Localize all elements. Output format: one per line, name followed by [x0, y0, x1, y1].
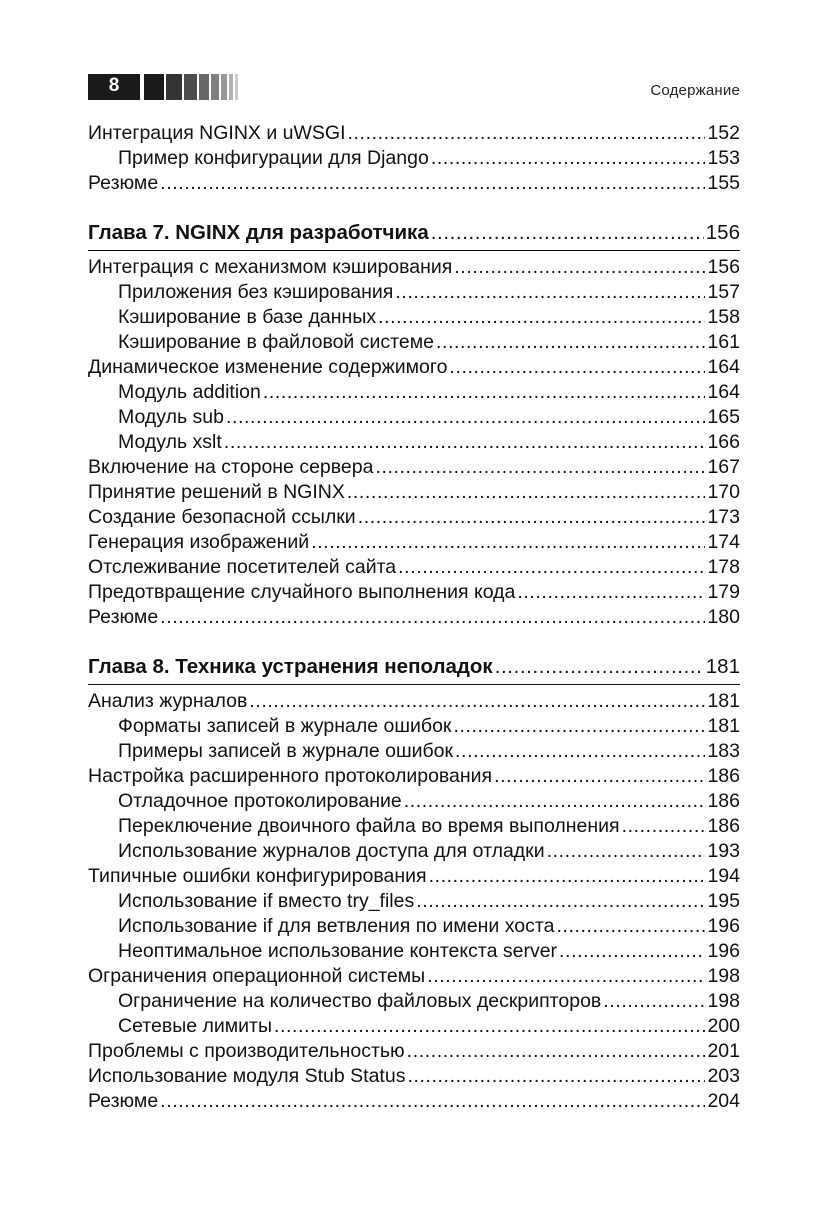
toc-entry[interactable]	[88, 814, 740, 839]
toc-entry-page: 170	[707, 481, 740, 503]
toc-entry-title: Ограничение на количество файловых дескрипторов	[118, 990, 602, 1012]
toc-entry[interactable]	[88, 555, 740, 580]
dot-leader	[431, 218, 704, 248]
dot-leader	[495, 652, 704, 682]
toc-entry[interactable]	[88, 305, 740, 330]
dot-leader	[449, 355, 705, 380]
toc-entry-title: Предотвращение случайного выполнения кода	[88, 581, 516, 603]
dot-leader	[160, 1089, 705, 1114]
dot-leader	[358, 505, 706, 530]
toc-entry-title: Использование модуля Stub Status	[88, 1065, 406, 1087]
toc-entry[interactable]	[88, 146, 740, 171]
toc-entry-page: 186	[707, 815, 740, 837]
dot-leader	[436, 330, 706, 355]
toc-entry-page: 164	[707, 381, 740, 403]
toc-entry-page: 181	[707, 715, 740, 737]
toc-entry-page: 198	[707, 965, 740, 987]
toc-entry-title: Приложения без кэширования	[118, 281, 394, 303]
toc-entry-page: 198	[707, 990, 740, 1012]
toc-entry[interactable]	[88, 455, 740, 480]
decor-bar	[235, 74, 238, 100]
dot-leader	[404, 789, 706, 814]
decor-bar	[229, 74, 233, 100]
decor-bar	[211, 74, 219, 100]
dot-leader	[454, 255, 705, 280]
toc-entry-title: Принятие решений в NGINX	[88, 481, 345, 503]
toc-entry-title: Интеграция с механизмом кэширования	[88, 256, 453, 278]
toc-entry-title: Неоптимальное использование контекста server	[118, 940, 558, 962]
toc-entry-title: Форматы записей в журнале ошибок	[118, 715, 452, 737]
dot-leader	[348, 121, 706, 146]
toc-entry-title: Резюме	[88, 606, 159, 628]
toc-entry[interactable]	[88, 580, 740, 605]
toc-entry[interactable]	[88, 939, 740, 964]
toc-entry[interactable]	[88, 530, 740, 555]
dot-leader	[375, 455, 705, 480]
toc-entry[interactable]	[88, 355, 740, 380]
toc-entry[interactable]	[88, 839, 740, 864]
dot-leader	[407, 1064, 705, 1089]
toc-entry-page: 203	[707, 1065, 740, 1087]
toc-entry[interactable]	[88, 430, 740, 455]
toc-entry-title: Переключение двоичного файла во время выполнения	[118, 815, 620, 837]
toc-entry-title: Кэширование в файловой системе	[118, 331, 434, 353]
toc-entry[interactable]	[88, 505, 740, 530]
toc-entry[interactable]	[88, 1064, 740, 1089]
dot-leader	[416, 889, 705, 914]
table-of-contents	[88, 121, 740, 1114]
toc-entry-title: Анализ журналов	[88, 690, 248, 712]
page-number: 8	[88, 74, 140, 100]
toc-entry-title: Пример конфигурации для Django	[118, 147, 429, 169]
toc-entry[interactable]	[88, 121, 740, 146]
toc-entry[interactable]	[88, 714, 740, 739]
dot-leader	[455, 739, 705, 764]
toc-entry-title: Модуль xslt	[118, 431, 222, 453]
toc-entry[interactable]	[88, 480, 740, 505]
toc-entry-title: Использование if для ветвления по имени хоста	[118, 915, 555, 937]
toc-entry-page: 181	[707, 690, 740, 712]
toc-entry-page: 158	[707, 306, 740, 328]
toc-entry-title: Динамическое изменение содержимого	[88, 356, 448, 378]
toc-entry-page: 173	[707, 506, 740, 528]
toc-entry-title: Сетевые лимиты	[118, 1015, 272, 1037]
dot-leader	[559, 939, 705, 964]
dot-leader	[517, 580, 705, 605]
dot-leader	[378, 305, 705, 330]
toc-entry-title: Отслеживание посетителей сайта	[88, 556, 397, 578]
toc-entry-page: 204	[707, 1090, 740, 1112]
toc-entry[interactable]	[88, 255, 740, 280]
toc-entry[interactable]	[88, 330, 740, 355]
toc-entry-page: 193	[707, 840, 740, 862]
toc-entry[interactable]	[88, 739, 740, 764]
toc-entry-title: Генерация изображений	[88, 531, 310, 553]
dot-leader	[395, 280, 705, 305]
toc-entry-title: Кэширование в базе данных	[118, 306, 377, 328]
toc-entry-title: Глава 8. Техника устранения неполадок	[88, 655, 493, 678]
decor-bar	[166, 74, 182, 100]
dot-leader	[603, 989, 705, 1014]
toc-entry-page: 181	[705, 655, 740, 678]
toc-entry-title: Резюме	[88, 1090, 159, 1112]
dot-leader	[160, 605, 705, 630]
toc-entry-page: 152	[707, 122, 740, 144]
dot-leader	[622, 814, 706, 839]
dot-leader	[274, 1014, 705, 1039]
toc-entry[interactable]	[88, 1014, 740, 1039]
toc-entry-title: Резюме	[88, 172, 159, 194]
page-header	[88, 74, 740, 100]
dot-leader	[547, 839, 706, 864]
toc-entry-page: 195	[707, 890, 740, 912]
toc-entry-title: Примеры записей в журнале ошибок	[118, 740, 454, 762]
toc-entry[interactable]	[88, 280, 740, 305]
decor-bar	[144, 74, 164, 100]
toc-entry-title: Интеграция NGINX и uWSGI	[88, 122, 346, 144]
toc-entry[interactable]	[88, 171, 740, 196]
toc-entry-page: 186	[707, 790, 740, 812]
toc-entry[interactable]	[88, 889, 740, 914]
toc-entry-page: 164	[707, 356, 740, 378]
toc-chapter[interactable]	[88, 652, 740, 685]
dot-leader	[398, 555, 705, 580]
toc-entry[interactable]	[88, 764, 740, 789]
toc-entry-page: 196	[707, 940, 740, 962]
toc-entry[interactable]	[88, 964, 740, 989]
toc-entry-page: 183	[707, 740, 740, 762]
toc-entry-title: Включение на стороне сервера	[88, 456, 374, 478]
toc-entry-title: Ограничения операционной системы	[88, 965, 426, 987]
toc-entry-title: Использование журналов доступа для отладки	[118, 840, 545, 862]
section-title: Содержание	[650, 82, 740, 99]
dot-leader	[407, 1039, 706, 1064]
toc-entry[interactable]	[88, 689, 740, 714]
toc-entry-page: 180	[707, 606, 740, 628]
toc-entry-page: 166	[707, 431, 740, 453]
toc-entry-page: 179	[707, 581, 740, 603]
toc-entry-title: Отладочное протоколирование	[118, 790, 402, 812]
dot-leader	[249, 689, 705, 714]
dot-leader	[453, 714, 705, 739]
toc-entry-page: 157	[707, 281, 740, 303]
toc-entry[interactable]	[88, 605, 740, 630]
toc-entry-title: Создание безопасной ссылки	[88, 506, 356, 528]
toc-entry-page: 186	[707, 765, 740, 787]
dot-leader	[226, 405, 705, 430]
toc-entry-page: 174	[707, 531, 740, 553]
toc-entry-page: 196	[707, 915, 740, 937]
toc-entry-page: 178	[707, 556, 740, 578]
dot-leader	[224, 430, 706, 455]
dot-leader	[431, 146, 706, 171]
toc-entry-title: Глава 7. NGINX для разработчика	[88, 221, 429, 244]
toc-entry[interactable]	[88, 989, 740, 1014]
dot-leader	[427, 964, 705, 989]
dot-leader	[160, 171, 705, 196]
toc-entry-title: Типичные ошибки конфигурирования	[88, 865, 427, 887]
toc-entry-page: 155	[707, 172, 740, 194]
toc-entry[interactable]	[88, 1089, 740, 1114]
toc-entry[interactable]	[88, 1039, 740, 1064]
toc-entry-title: Проблемы с производительностью	[88, 1040, 405, 1062]
toc-entry-page: 161	[707, 331, 740, 353]
toc-entry-page: 153	[707, 147, 740, 169]
toc-entry-page: 200	[707, 1015, 740, 1037]
toc-entry[interactable]	[88, 380, 740, 405]
decor-bar	[199, 74, 209, 100]
toc-entry[interactable]	[88, 864, 740, 889]
toc-entry-page: 165	[707, 406, 740, 428]
dot-leader	[429, 864, 706, 889]
toc-entry-page: 201	[707, 1040, 740, 1062]
toc-entry-title: Модуль addition	[118, 381, 261, 403]
dot-leader	[263, 380, 706, 405]
toc-entry-page: 167	[707, 456, 740, 478]
toc-entry-page: 156	[707, 256, 740, 278]
decor-bar	[221, 74, 227, 100]
dot-leader	[556, 914, 705, 939]
dot-leader	[347, 480, 706, 505]
toc-entry-title: Модуль sub	[118, 406, 224, 428]
toc-chapter[interactable]	[88, 218, 740, 251]
toc-entry-title: Использование if вместо try_files	[118, 890, 415, 912]
toc-entry[interactable]	[88, 789, 740, 814]
toc-entry-page: 194	[707, 865, 740, 887]
toc-entry[interactable]	[88, 405, 740, 430]
dot-leader	[494, 764, 705, 789]
dot-leader	[311, 530, 705, 555]
decor-bar	[184, 74, 197, 100]
toc-entry-title: Настройка расширенного протоколирования	[88, 765, 493, 787]
toc-entry[interactable]	[88, 914, 740, 939]
toc-entry-page: 156	[705, 221, 740, 244]
